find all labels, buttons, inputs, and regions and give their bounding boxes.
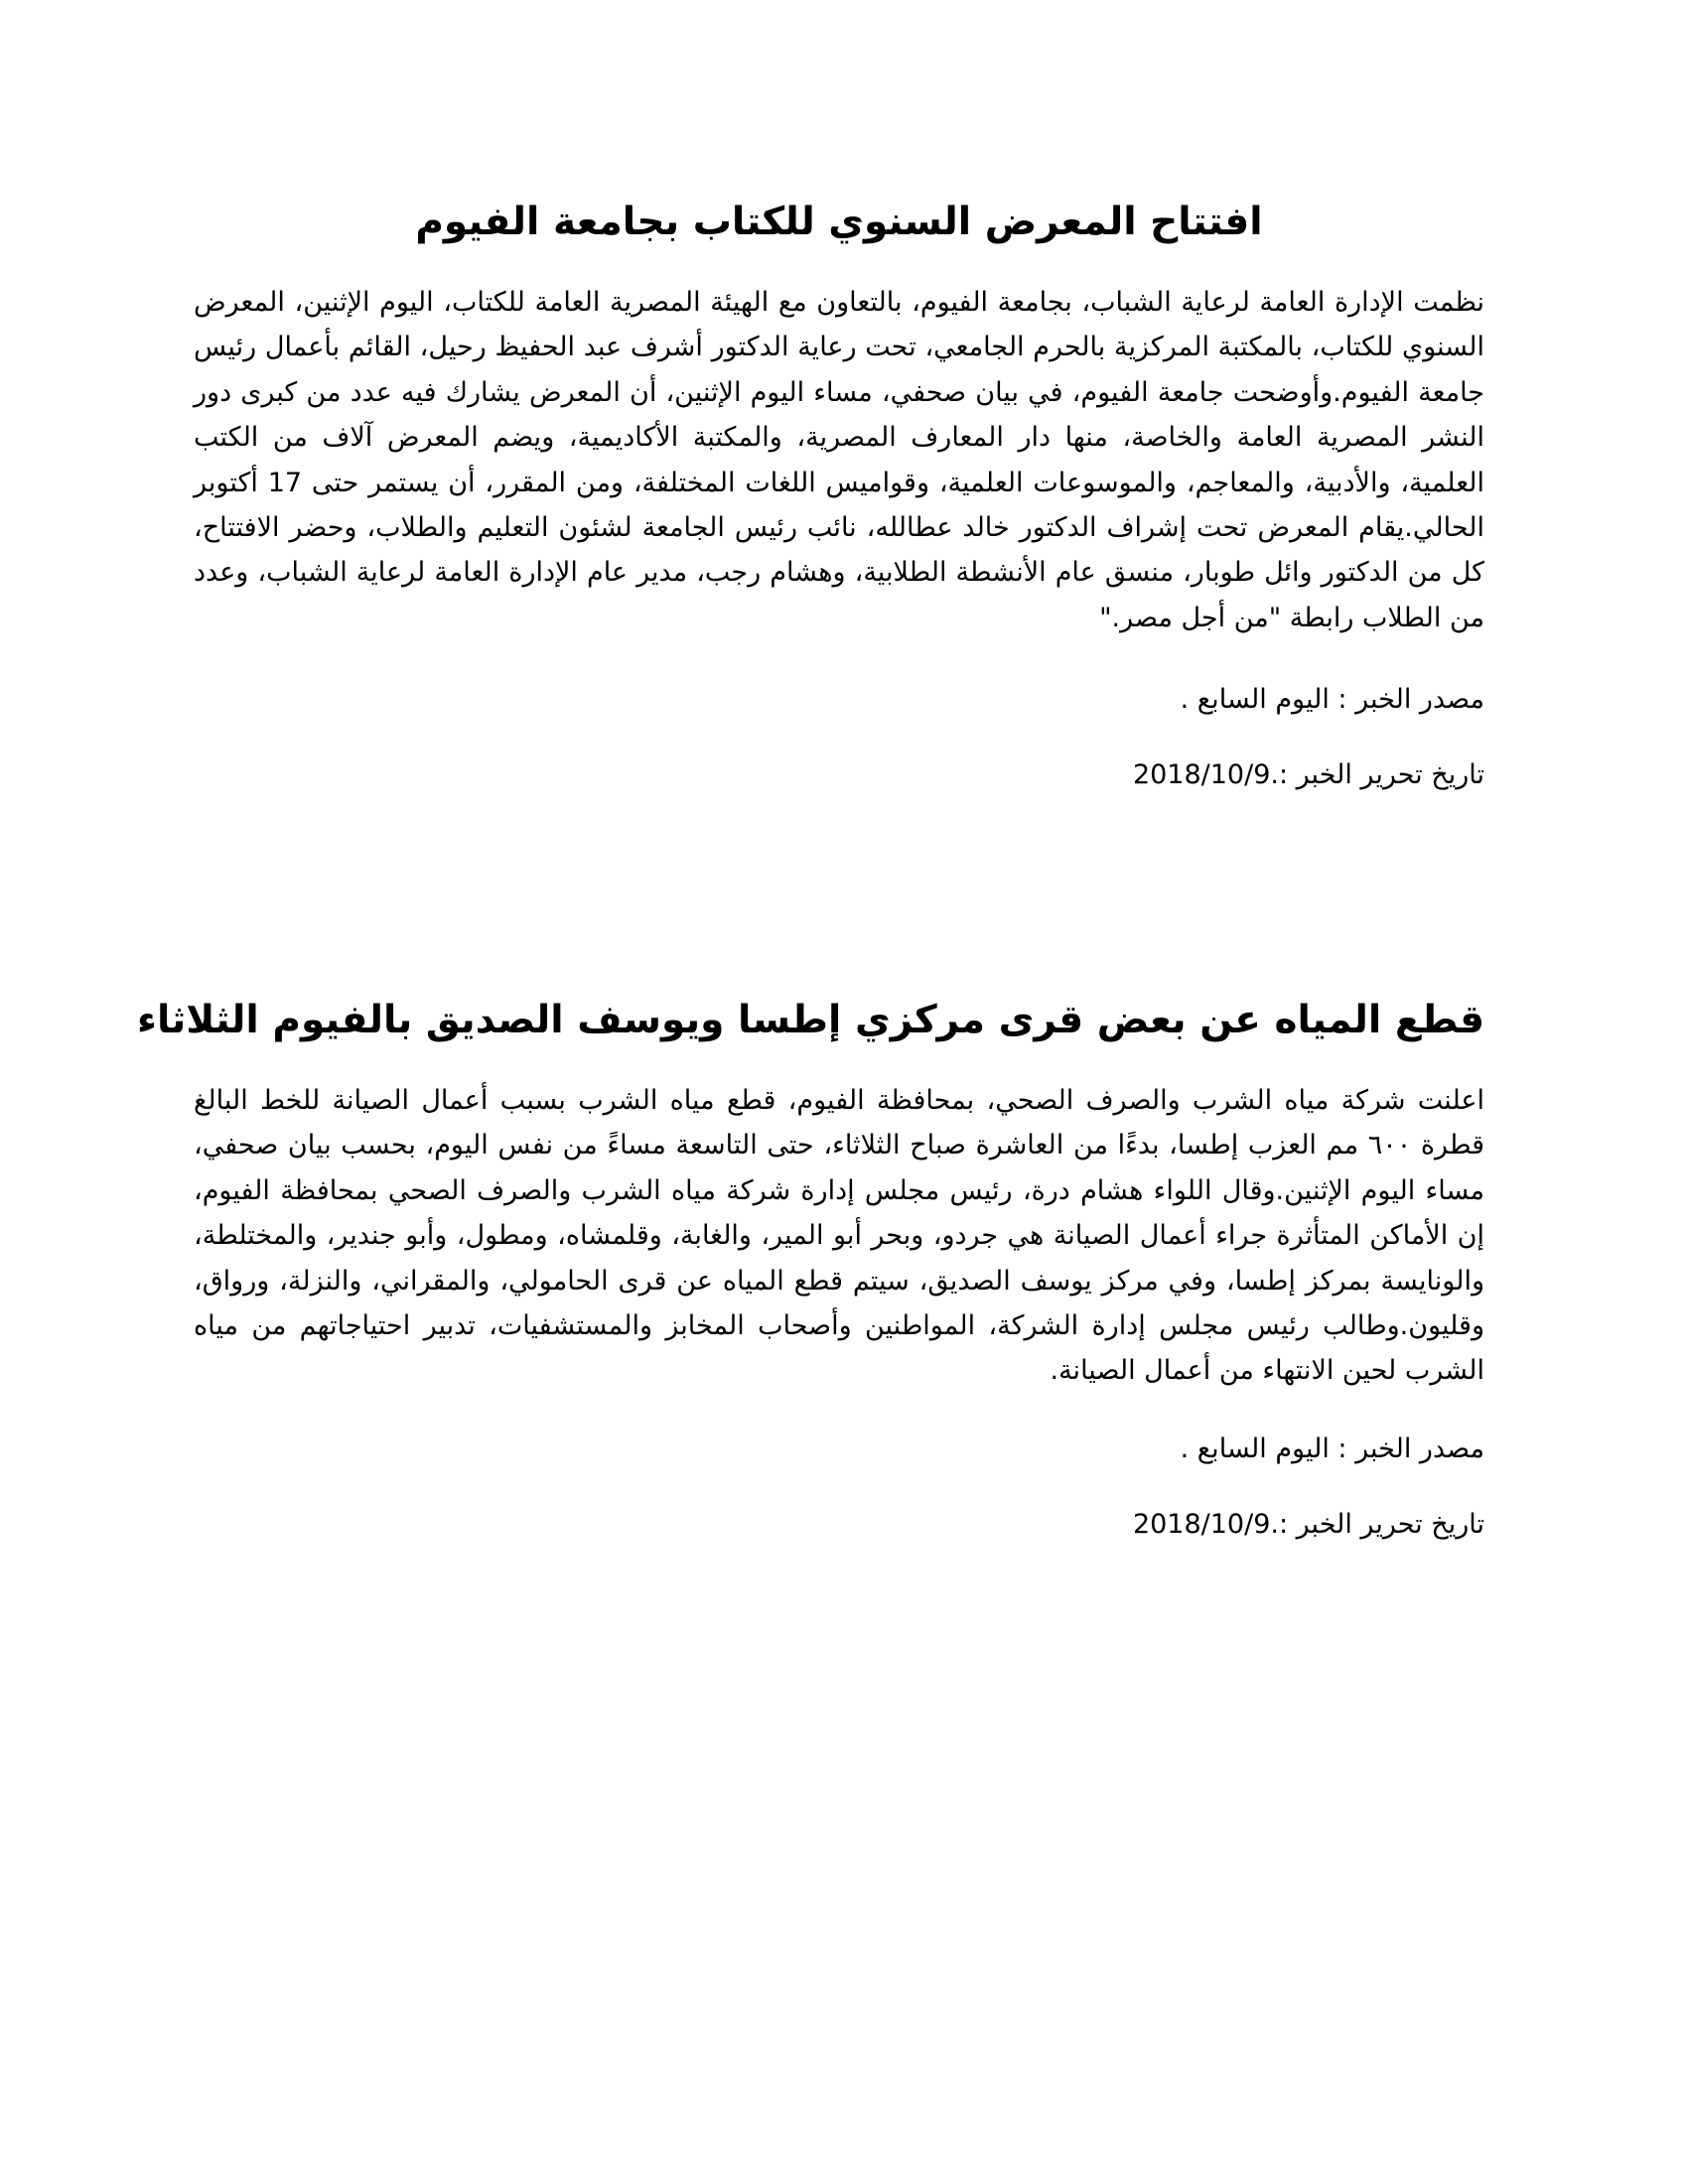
article-body: اعلنت شركة مياه الشرب والصرف الصحي، بمحافظة الفيوم، قطع مياه الشرب بسبب أعمال الصيانة للخط البالغ قطرة ٦٠٠ مم العزب إطسا، بدءًا من العاشرة صباح الثلاثاء، حتى التاسعة مساءً من نفس اليوم، بحسب بيان صحفي، مساء اليوم الإثنين.وقال اللواء هشام درة، رئيس مجلس إدارة شركة مياه الشرب والصرف الصحي بمحافظة الفيوم، إن الأماكن المتأثرة جراء أعمال الصيانة هي جردو، وبحر أبو المير، والغابة، وقلمشاه، ومطول، وأبو جندير، والمختلطة، والونايسة بمركز إطسا، وفي مركز يوسف الصديق، سيتم قطع المياه عن قرى الحامولي، والمقراني، والنزلة، ورواق، وقليون.وطالب رئيس مجلس إدارة الشركة، المواطنين وأصحاب المخابز والمستشفيات، تدبير احتياجاتهم من مياه الشرب لحين الانتهاء من أعمال الصيانة. — [194, 1085, 1485, 1387]
news-source: مصدر الخبر : اليوم السابع . — [1180, 684, 1484, 716]
news-date — [194, 755, 1484, 795]
news-source: مصدر الخبر : اليوم السابع . — [1180, 1433, 1484, 1464]
news-date — [194, 1505, 1484, 1545]
article-title: افتتاح المعرض السنوي للكتاب بجامعة الفيوم — [415, 200, 1263, 244]
article-book-fair — [194, 197, 1484, 795]
article-body: نظمت الإدارة العامة لرعاية الشباب، بجامعة الفيوم، بالتعاون مع الهيئة المصرية العامة للكتاب، اليوم الإثنين، المعرض السنوي للكتاب، بالمكتبة المركزية بالحرم الجامعي، تحت رعاية الدكتور أشرف عبد الحفيظ رحيل، القائم بأعمال رئيس جامعة الفيوم.وأوضحت جامعة الفيوم، في بيان صحفي، مساء اليوم الإثنين، أن المعرض يشارك فيه عدد من كبرى دور النشر المصرية العامة والخاصة، منها دار المعارف المصرية، والمكتبة الأكاديمية، ويضم المعرض آلاف من الكتب العلمية، والأدبية، والمعاجم، والموسوعات العلمية، وقواميس اللغات المختلفة، ومن المقرر، أن يستمر حتى 17 أكتوبر الحالي.يقام المعرض تحت إشراف الدكتور خالد عطالله، نائب رئيس الجامعة لشئون التعليم والطلاب، وحضر الافتتاح، كل من الدكتور وائل طوبار، منسق عام الأنشطة الطلابية، وهشام رجب، مدير عام الإدارة العامة لرعاية الشباب، وعدد من الطلاب رابطة "من أجل مصر." — [194, 287, 1484, 633]
article-title: قطع المياه عن بعض قرى مركزي إطسا ويوسف الصديق بالفيوم الثلاثاء — [137, 998, 1484, 1042]
article-water-cut — [137, 995, 1485, 1545]
news-date-label: تاريخ تحرير الخبر : — [1278, 759, 1484, 791]
news-date-label: تاريخ تحرير الخبر : — [1278, 1508, 1484, 1540]
news-date-value: 2018/10/9. — [1132, 1508, 1279, 1540]
news-date-value: 2018/10/9. — [1132, 759, 1279, 791]
